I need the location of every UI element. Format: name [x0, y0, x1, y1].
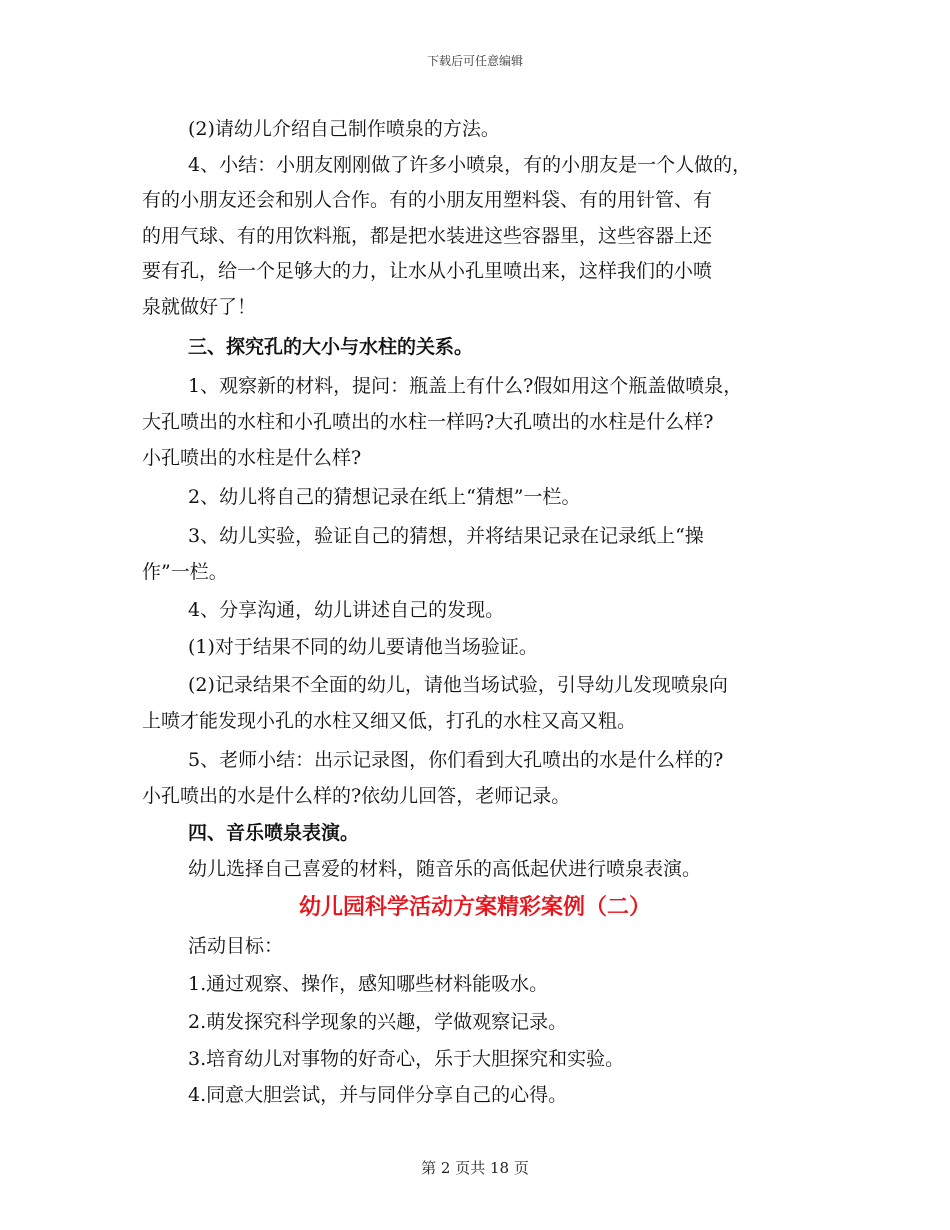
list-item: 2.萌发探究科学现象的兴趣，学做观察记录。	[188, 1011, 568, 1033]
paragraph-line: (2)请幼儿介绍自己制作喷泉的方法。	[188, 118, 500, 140]
paragraph-line: 3、幼儿实验，验证自己的猜想，并将结果记录在记录纸上“操	[188, 525, 704, 547]
section-title: 幼儿园科学活动方案精彩案例（二）	[298, 894, 651, 920]
paragraph-line: 上喷才能发现小孔的水柱又细又低，打孔的水柱又高又粗。	[142, 710, 637, 732]
paragraph-line: 泉就做好了！	[142, 296, 257, 318]
paragraph-line: 1、观察新的材料，提问：瓶盖上有什么?假如用这个瓶盖做喷泉，	[188, 375, 743, 397]
page-header: 下载后可任意编辑	[426, 54, 523, 68]
paragraph-line: (2)记录结果不全面的幼儿，请他当场试验，引导幼儿发现喷泉向	[188, 674, 728, 696]
list-item: 3.培育幼儿对事物的好奇心，乐于大胆探究和实验。	[188, 1048, 625, 1070]
paragraph-line: 大孔喷出的水柱和小孔喷出的水柱一样吗?大孔喷出的水柱是什么样?	[142, 411, 714, 433]
paragraph-line: 作”一栏。	[142, 561, 228, 583]
paragraph-line: 5、老师小结：出示记录图，你们看到大孔喷出的水是什么样的?	[188, 749, 724, 771]
paragraph-line: 小孔喷出的水是什么样的?依幼儿回答，老师记录。	[142, 785, 571, 807]
paragraph-line: 的用气球、有的用饮料瓶，都是把水装进这些容器里，这些容器上还	[142, 225, 713, 247]
paragraph-line: 2、幼儿将自己的猜想记录在纸上“猜想”一栏。	[188, 486, 581, 508]
section-heading: 四、音乐喷泉表演。	[188, 822, 360, 844]
list-item: 1.通过观察、操作，感知哪些材料能吸水。	[188, 973, 549, 995]
paragraph-line: 4、小结：小朋友刚刚做了许多小喷泉，有的小朋友是一个人做的，	[188, 154, 752, 176]
paragraph-line: 活动目标：	[188, 935, 284, 957]
section-heading: 三、探究孔的大小与水柱的关系。	[188, 336, 474, 358]
paragraph-line: 小孔喷出的水柱是什么样?	[142, 447, 362, 469]
paragraph-line: 有的小朋友还会和别人合作。有的小朋友用塑料袋、有的用针管、有	[142, 189, 713, 211]
paragraph-line: 4、分享沟通，幼儿讲述自己的发现。	[188, 599, 505, 621]
paragraph-line: (1)对于结果不同的幼儿要请他当场验证。	[188, 636, 538, 658]
paragraph-line: 幼儿选择自己喜爱的材料，随音乐的高低起伏进行喷泉表演。	[188, 858, 702, 880]
list-item: 4.同意大胆尝试，并与同伴分享自己的心得。	[188, 1084, 568, 1106]
paragraph-line: 要有孔，给一个足够大的力，让水从小孔里喷出来，这样我们的小喷	[142, 260, 713, 282]
page-footer: 第 2 页共 18 页	[421, 1159, 529, 1177]
